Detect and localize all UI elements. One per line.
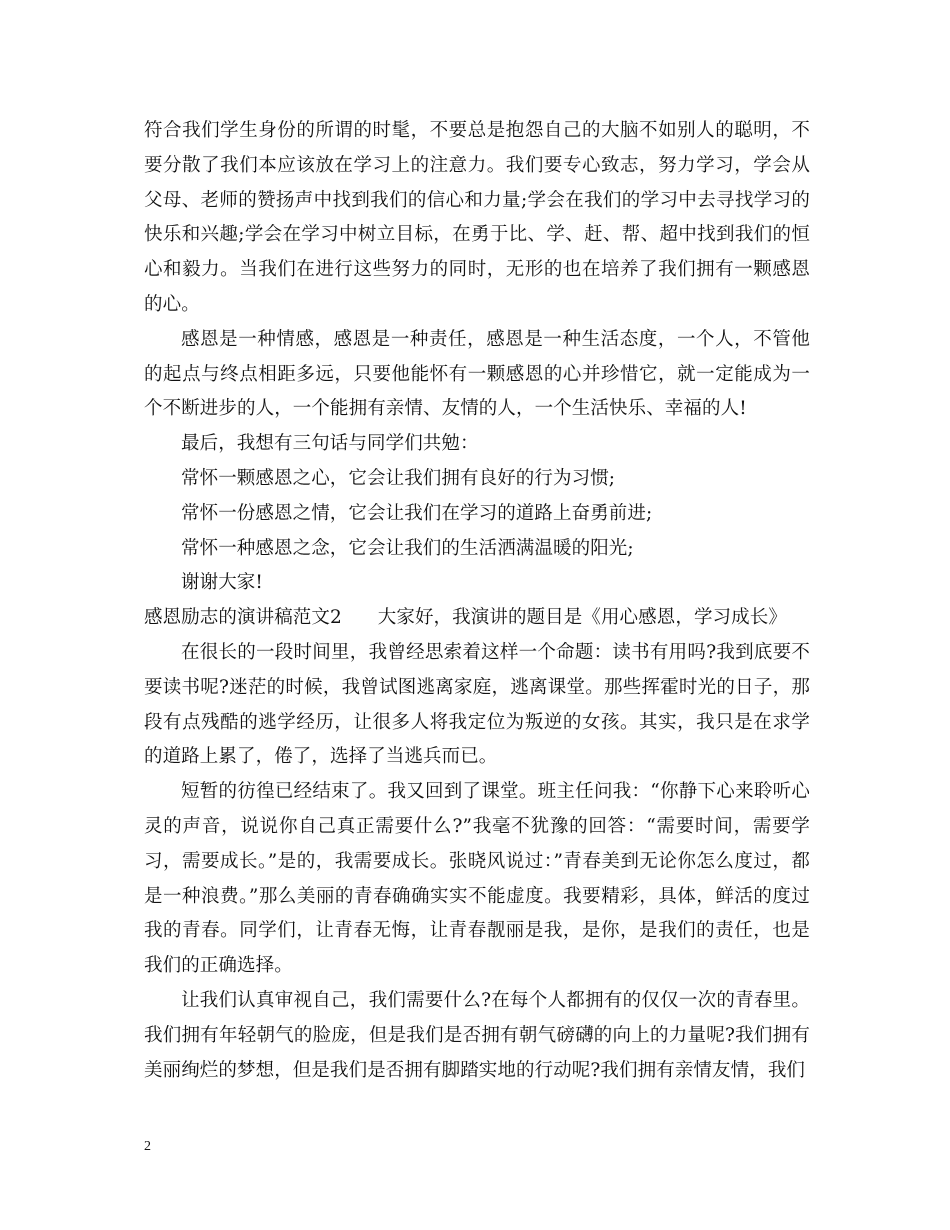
paragraph: 让我们认真审视自己，我们需要什么?在每个人都拥有的仅仅一次的青春里。我们拥有年轻朝气的脸庞，但是我们是否拥有朝气磅礴的向上的力量呢?我们拥有美丽绚烂的梦想，但是我们是否拥有脚踏实地的行动呢?我们拥有亲情友情，我们 [144,989,810,1081]
section-heading: 感恩励志的演讲稿范文2 大家好，我演讲的题目是《用心感恩，学习成长》 [144,607,787,629]
paragraph: 短暂的彷徨已经结束了。我又回到了课堂。班主任问我：“你静下心来聆听心灵的声音，说说你自己真正需要什么?”我毫不犹豫的回答：“需要时间，需要学习，需要成长。”是的，我需要成长。张晓风说过：”青春美到无论你怎么度过，都是一种浪费。”那么美丽的青春确确实实不能虚度。我要精彩，具体，鲜活的度过我的青春。同学们，让青春无悔，让青春靓丽是我，是你，是我们的责任，也是我们的正确选择。 [144,781,810,977]
page-body [144,114,810,1088]
paragraph: 常怀一份感恩之情，它会让我们在学习的道路上奋勇前进; [181,502,653,524]
paragraph: 最后，我想有三句话与同学们共勉： [181,433,479,455]
paragraph: 符合我们学生身份的所谓的时髦，不要总是抱怨自己的大脑不如别人的聪明，不要分散了我们本应该放在学习上的注意力。我们要专心致志，努力学习，学会从父母、老师的赞扬声中找到我们的信心和力量;学会在我们的学习中去寻找学习的快乐和兴趣;学会在学习中树立目标，在勇于比、学、赶、帮、超中找到我们的恒心和毅力。当我们在进行这些努力的同时，无形的也在培养了我们拥有一颗感恩的心。 [144,120,810,315]
paragraph: 常怀一种感恩之念，它会让我们的生活洒满温暖的阳光; [181,537,634,559]
paragraph: 常怀一颗感恩之心，它会让我们拥有良好的行为习惯; [181,467,616,489]
paragraph: 谢谢大家! [181,572,263,594]
page-number: 2 [144,1139,151,1154]
paragraph: 感恩是一种情感，感恩是一种责任，感恩是一种生活态度，一个人，不管他的起点与终点相距多远，只要他能怀有一颗感恩的心并珍惜它，就一定能成为一个不断进步的人，一个能拥有亲情、友情的人，一个生活快乐、幸福的人! [144,328,810,420]
paragraph: 在很长的一段时间里，我曾经思索着这样一个命题：读书有用吗?我到底要不要读书呢?迷茫的时候，我曾试图逃离家庭，逃离课堂。那些挥霍时光的日子，那段有点残酷的逃学经历，让很多人将我定位为叛逆的女孩。其实，我只是在求学的道路上累了，倦了，选择了当逃兵而已。 [144,641,810,768]
